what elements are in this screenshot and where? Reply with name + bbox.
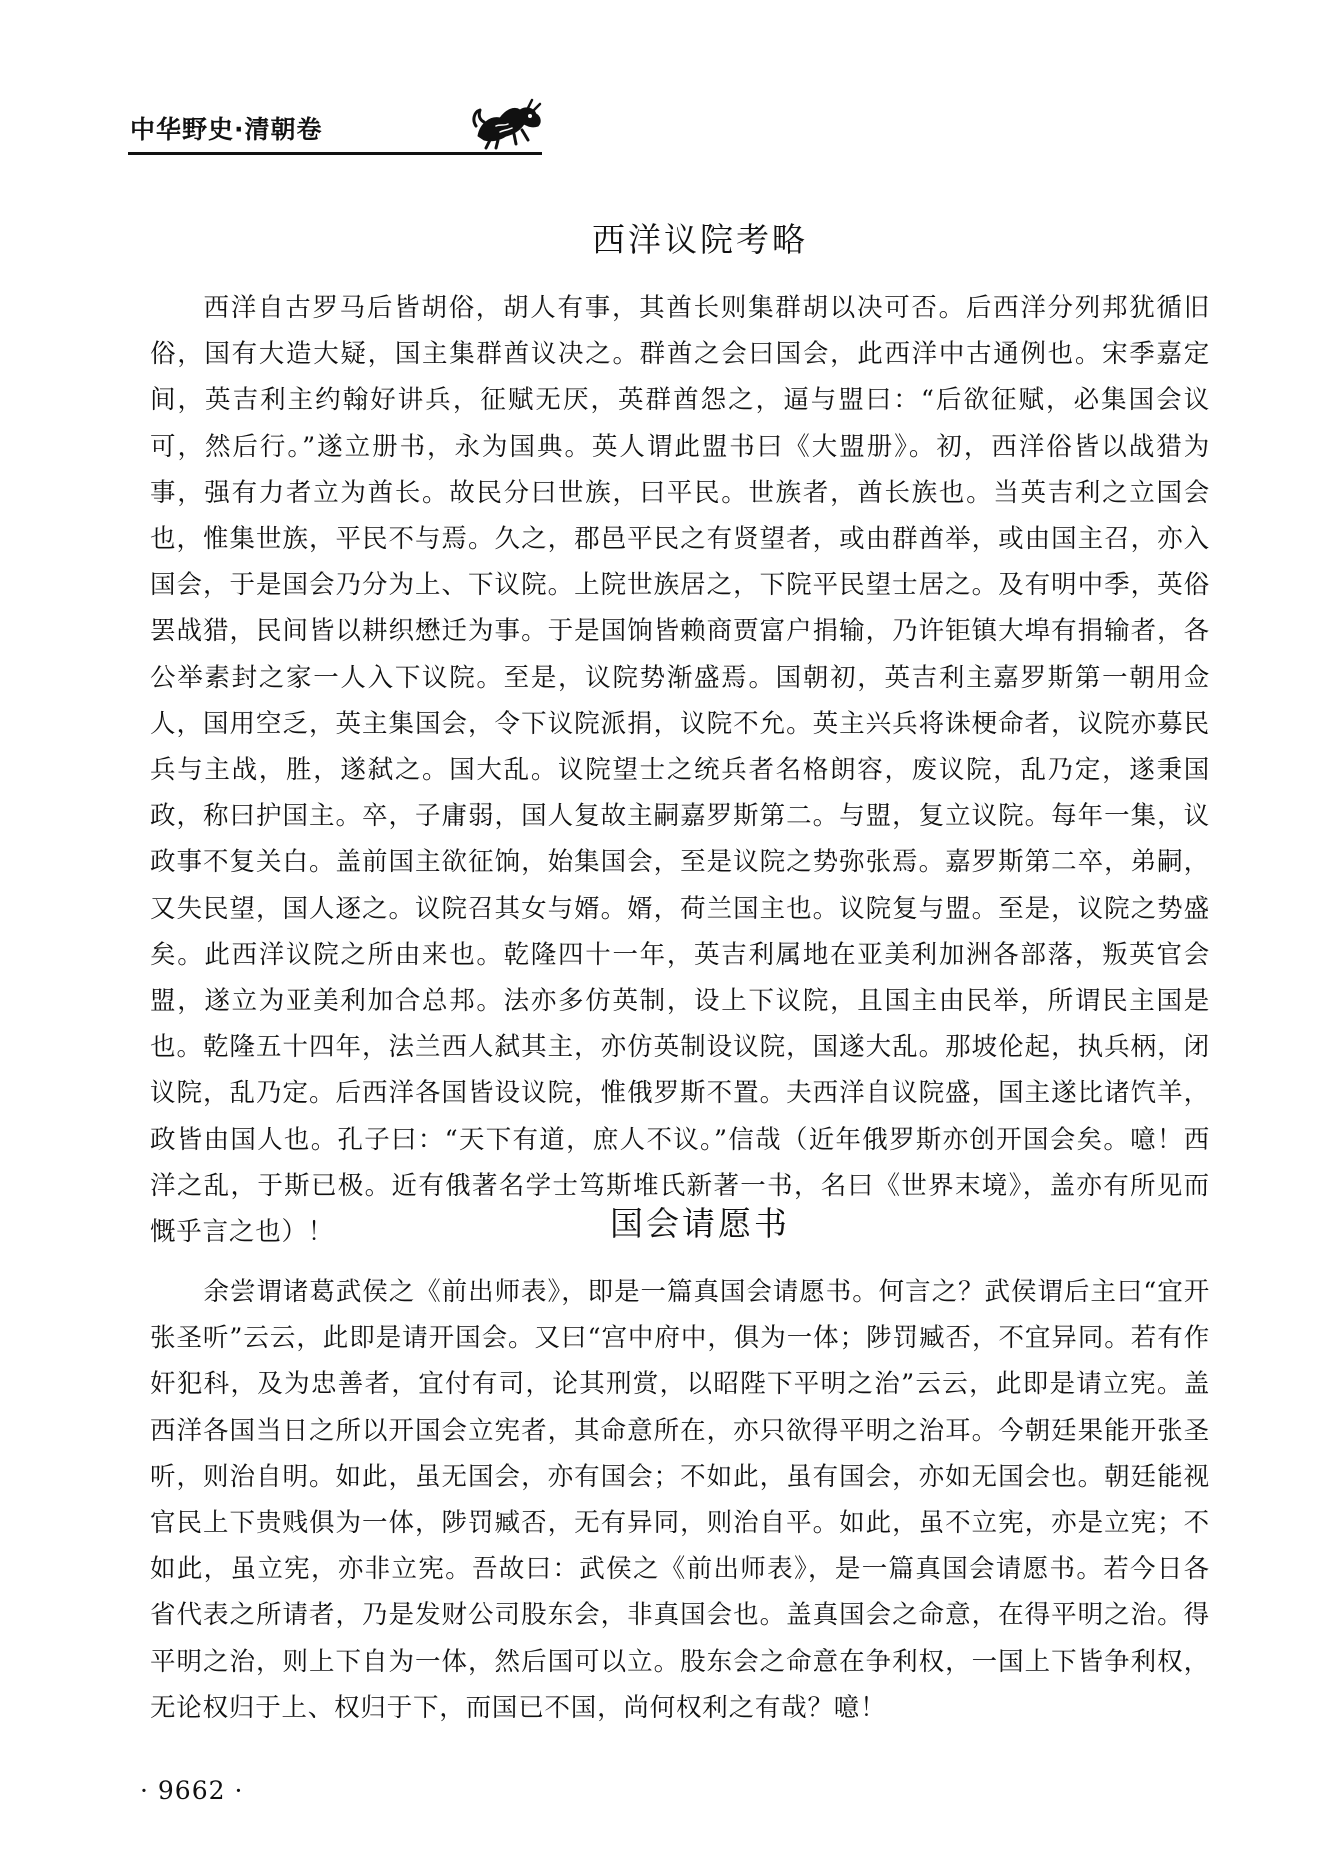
article-section — [150, 1198, 1210, 1731]
article-section — [150, 214, 1210, 1255]
running-title: 中华野史·清朝卷 — [130, 115, 323, 144]
section-body: 余尝谓诸葛武侯之《前出师表》，即是一篇真国会请愿书。何言之？武侯谓后主曰“宜开张圣听”云云，此即是请开国会。又曰“宫中府中，俱为一体；陟罚臧否，不宜异同。若有作奸犯科，及为忠善者，宜付有司，论其刑赏，以昭陛下平明之治”云云，此即是请立宪。盖西洋各国当日之所以开国会立宪者，其命意所在，亦只欲得平明之治耳。今朝廷果能开张圣听，则治自明。如此，虽无国会，亦有国会；不如此，虽有国会，亦如无国会也。朝廷能视官民上下贵贱俱为一体，陟罚臧否，无有异同，则治自平。如此，虽不立宪，亦是立宪；不如此，虽立宪，亦非立宪。吾故曰：武侯之《前出师表》，是一篇真国会请愿书。若今日各省代表之所请者，乃是发财公司股东会，非真国会也。盖真国会之命意，在得平明之治。得平明之治，则上下自为一体，然后国可以立。股东会之命意在争利权，一国上下皆争利权，无论权归于上、权归于下，而国已不国，尚何权利之有哉？噫！ — [150, 1277, 1210, 1723]
section-title: 国会请愿书 — [610, 1204, 790, 1243]
dragon-emblem-icon — [470, 96, 546, 150]
section-title: 西洋议院考略 — [592, 220, 808, 259]
section-body: 西洋自古罗马后皆胡俗，胡人有事，其酋长则集群胡以决可否。后西洋分列邦犹循旧俗，国有大造大疑，国主集群酋议决之。群酋之会曰国会，此西洋中古通例也。宋季嘉定间，英吉利主约翰好讲兵，征赋无厌，英群酋怨之，逼与盟曰：“后欲征赋，必集国会议可，然后行。”遂立册书，永为国典。英人谓此盟书曰《大盟册》。初，西洋俗皆以战猎为事，强有力者立为酋长。故民分曰世族，曰平民。世族者，酋长族也。当英吉利之立国会也，惟集世族，平民不与焉。久之，郡邑平民之有贤望者，或由群酋举，或由国主召，亦入国会，于是国会乃分为上、下议院。上院世族居之，下院平民望士居之。及有明中季，英俗罢战猎，民间皆以耕织懋迁为事。于是国饷皆赖商贾富户捐输，乃许钜镇大埠有捐输者，各公举素封之家一人入下议院。至是，议院势渐盛焉。国朝初，英吉利主嘉罗斯第一朝用佥人，国用空乏，英主集国会，令下议院派捐，议院不允。英主兴兵将诛梗命者，议院亦募民兵与主战，胜，遂弑之。国大乱。议院望士之统兵者名格朗容，废议院，乱乃定，遂秉国政，称曰护国主。卒，子庸弱，国人复故主嗣嘉罗斯第二。与盟，复立议院。每年一集，议政事不复关白。盖前国主欲征饷，始集国会，至是议院之势弥张焉。嘉罗斯第二卒，弟嗣，又失民望，国人逐之。议院召其女与婿。婿，荷兰国主也。议院复与盟。至是，议院之势盛矣。此西洋议院之所由来也。乾隆四十一年，英吉利属地在亚美利加洲各部落，叛英官会盟，遂立为亚美利加合总邦。法亦多仿英制，设上下议院，且国主由民举，所谓民主国是也。乾隆五十四年，法兰西人弑其主，亦仿英制设议院，国遂大乱。那坡伦起，执兵柄，闭议院，乱乃定。后西洋各国皆设议院，惟俄罗斯不置。夫西洋自议院盛，国主遂比诸饩羊，政皆由国人也。孔子曰：“天下有道，庶人不议。”信哉（近年俄罗斯亦创开国会矣。噫！西洋之乱，于斯已极。近有俄著名学士笃斯堆氏新著一书，名曰《世界末境》，盖亦有所见而慨乎言之也）！ — [150, 293, 1210, 1248]
header-rule — [128, 152, 542, 155]
page-header — [128, 96, 542, 156]
page-number: · 9662 · — [140, 1776, 244, 1805]
